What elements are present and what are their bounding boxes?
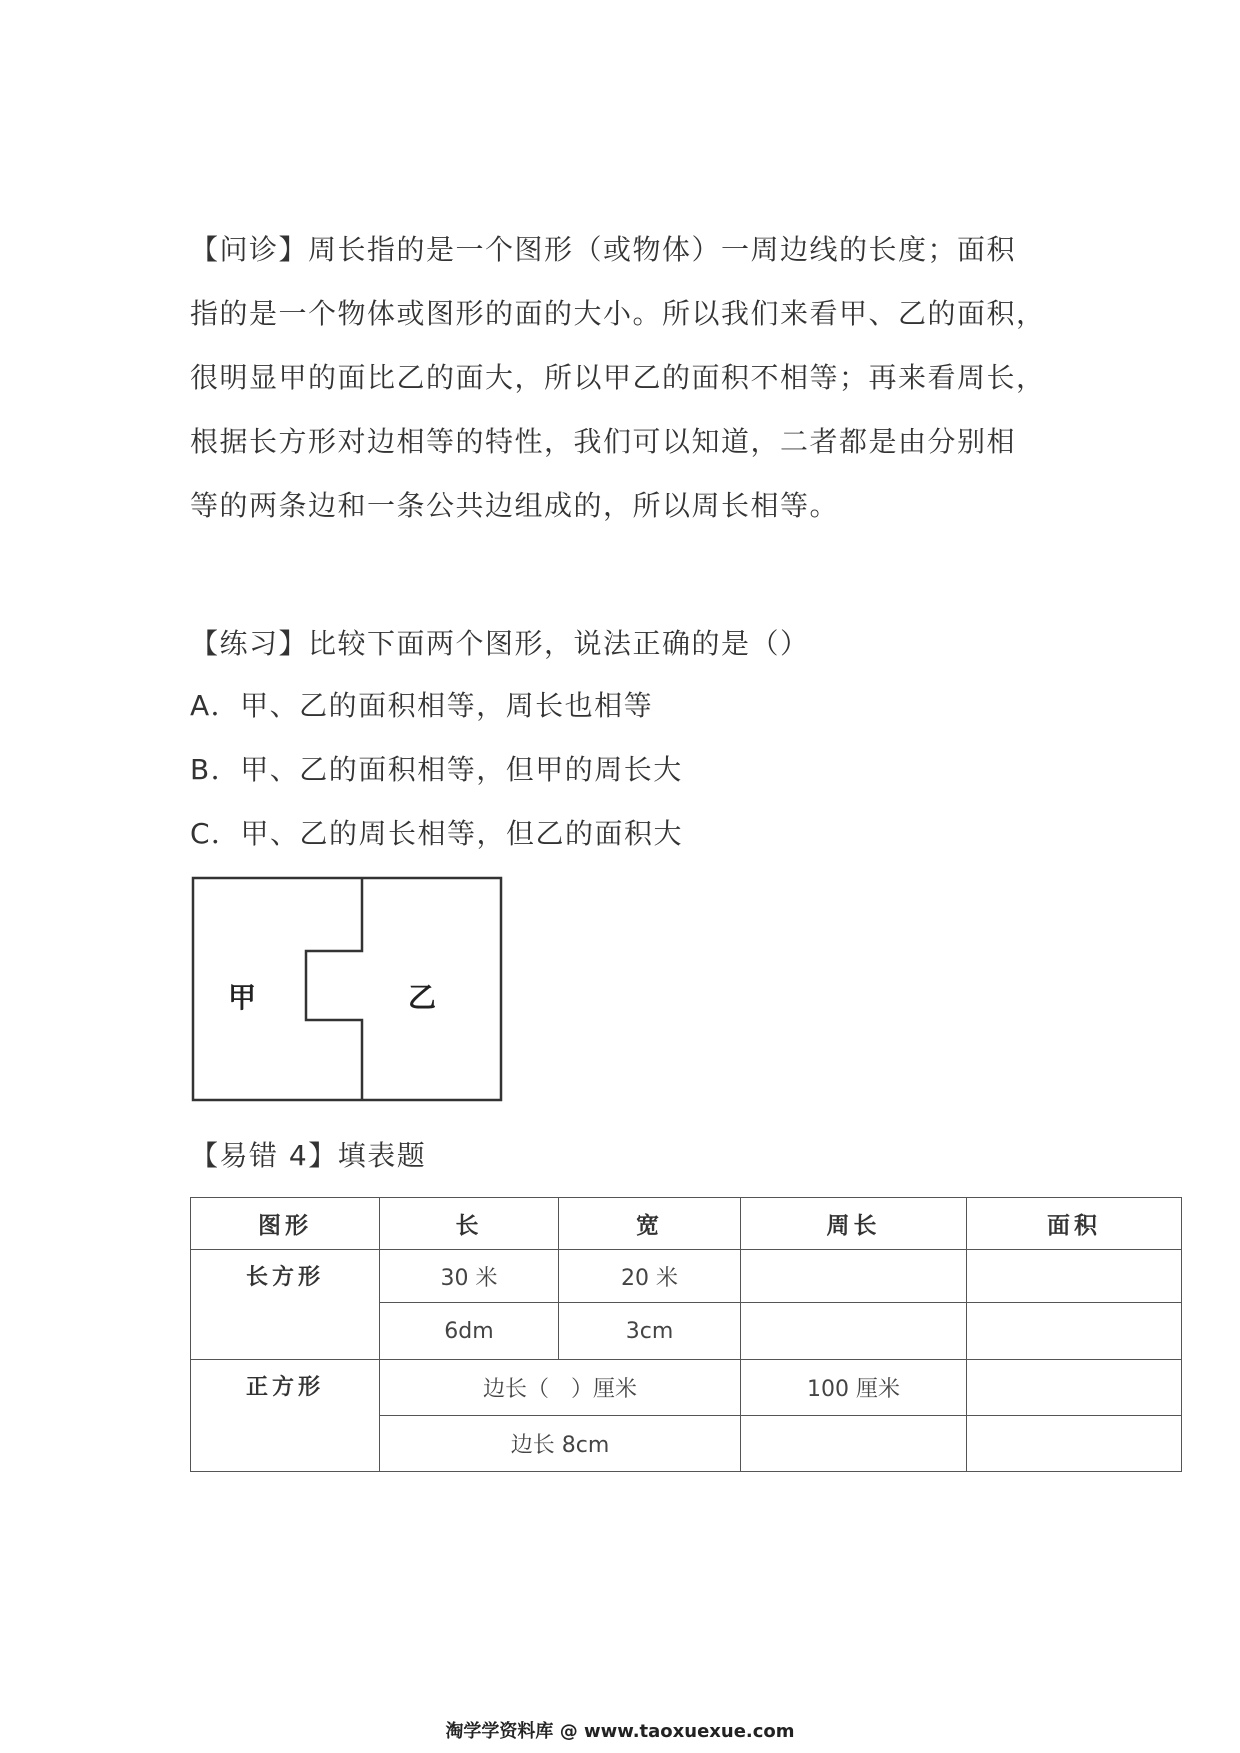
diagnosis-line-1: 【问诊】周长指的是一个图形（或物体）一周边线的长度；面积 bbox=[190, 233, 1017, 266]
header-shape: 图形 bbox=[191, 1198, 380, 1250]
page-footer: 淘学学资料库 @ www.taoxuexue.com bbox=[445, 1721, 795, 1742]
square-label: 正方形 bbox=[191, 1360, 380, 1472]
table-row bbox=[191, 1249, 1182, 1303]
rect1-perimeter-blank[interactable] bbox=[741, 1249, 967, 1303]
rect2-width: 3cm bbox=[559, 1303, 741, 1360]
square2-perimeter-blank[interactable] bbox=[741, 1416, 967, 1472]
diagnosis-paragraph bbox=[190, 218, 1070, 538]
diagnosis-line-2: 指的是一个物体或图形的面的大小。所以我们来看甲、乙的面积， bbox=[190, 297, 1046, 330]
rect1-width: 20 米 bbox=[559, 1249, 741, 1303]
dividing-line bbox=[306, 878, 362, 1100]
practice-option-a: A．甲、乙的面积相等，周长也相等 bbox=[190, 689, 654, 722]
fill-in-table bbox=[190, 1197, 1182, 1472]
practice-option-b: B．甲、乙的面积相等，但甲的周长大 bbox=[190, 753, 683, 786]
practice-option-c: C．甲、乙的周长相等，但乙的面积大 bbox=[190, 817, 684, 850]
practice-question: 【练习】比较下面两个图形，说法正确的是（） bbox=[190, 627, 810, 660]
shape-jia-label: 甲 bbox=[228, 981, 257, 1014]
square2-side: 边长 8cm bbox=[380, 1416, 741, 1472]
rect2-length: 6dm bbox=[380, 1303, 559, 1360]
square1-perimeter: 100 厘米 bbox=[741, 1360, 967, 1416]
square2-area-blank[interactable] bbox=[967, 1416, 1182, 1472]
header-area: 面积 bbox=[967, 1198, 1182, 1250]
shape-yi-label: 乙 bbox=[408, 981, 437, 1014]
shape-figure bbox=[190, 875, 510, 1105]
header-perimeter: 周长 bbox=[741, 1198, 967, 1250]
rect2-area-blank[interactable] bbox=[967, 1303, 1182, 1360]
rect2-perimeter-blank[interactable] bbox=[741, 1303, 967, 1360]
square1-side[interactable]: 边长（ ）厘米 bbox=[380, 1360, 741, 1416]
diagnosis-line-3: 很明显甲的面比乙的面大，所以甲乙的面积不相等；再来看周长， bbox=[190, 361, 1046, 394]
header-width: 宽 bbox=[559, 1198, 741, 1250]
rect1-area-blank[interactable] bbox=[967, 1249, 1182, 1303]
diagnosis-line-5: 等的两条边和一条公共边组成的，所以周长相等。 bbox=[190, 489, 840, 522]
header-length: 长 bbox=[380, 1198, 559, 1250]
rect1-length: 30 米 bbox=[380, 1249, 559, 1303]
rectangle-label: 长方形 bbox=[191, 1249, 380, 1360]
shape-diagram bbox=[190, 875, 510, 1105]
table-row bbox=[191, 1360, 1182, 1416]
diagnosis-tag: 【问诊】 bbox=[190, 233, 309, 266]
diagnosis-line-4: 根据长方形对边相等的特性，我们可以知道，二者都是由分别相 bbox=[190, 425, 1017, 458]
error4-title: 【易错 4】填表题 bbox=[190, 1139, 427, 1172]
table-header-row bbox=[191, 1198, 1182, 1250]
square1-area-blank[interactable] bbox=[967, 1360, 1182, 1416]
